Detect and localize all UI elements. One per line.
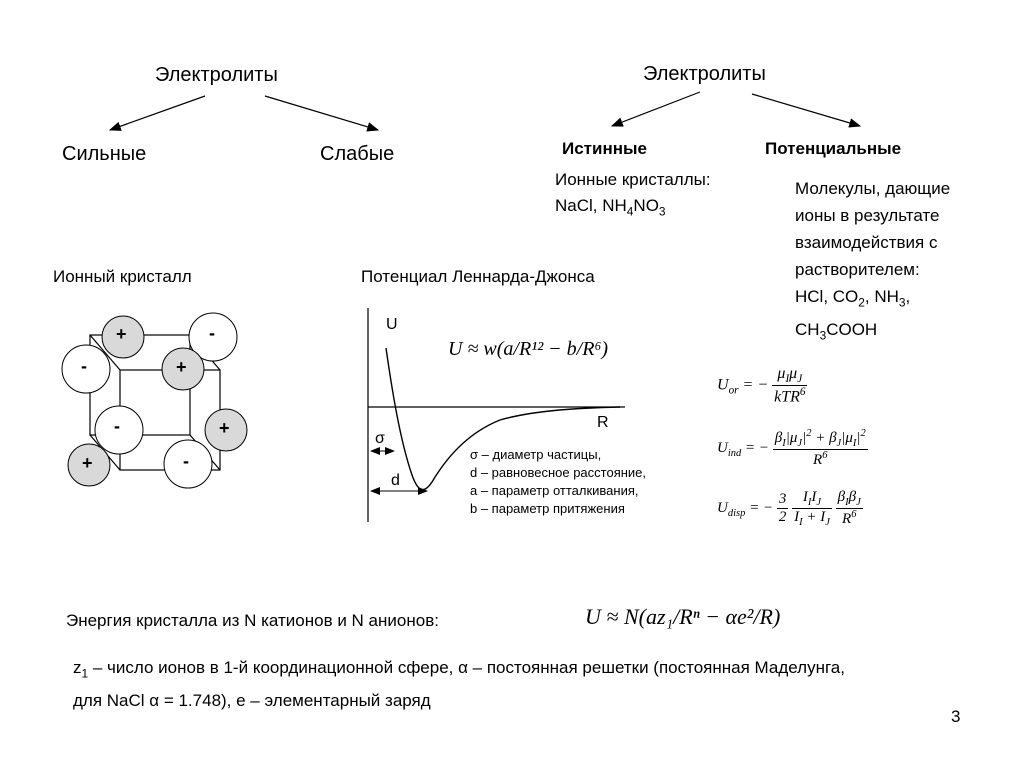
lj-title: Потенциал Леннарда-Джонса — [361, 267, 595, 286]
energy-desc — [73, 654, 845, 714]
ion-sign: + — [219, 418, 230, 438]
lj-legend-line: σ – диаметр частицы, — [470, 447, 602, 462]
ion-sign: - — [183, 451, 189, 471]
potential-desc-line: растворителем: — [795, 260, 920, 279]
true-desc-line2: NaCl, $NH_4NO_3$ — [555, 196, 666, 219]
lj-legend — [470, 446, 646, 518]
lj-d-label: d — [391, 472, 400, 489]
right-tree-potential: Потенциальные — [765, 139, 902, 158]
potential-desc-line: Молекулы, дающие — [795, 179, 951, 198]
crystal-title: Ионный кристалл — [53, 267, 192, 286]
potential-desc-formula2: $CH_3COOH$ — [795, 320, 878, 343]
ion-sign: + — [176, 357, 187, 377]
energy-label: Энергия кристалла из N катионов и N анионов: — [66, 611, 439, 630]
true-desc-line1: Ионные кристаллы: — [555, 170, 711, 189]
potential-desc-line: ионы в результате — [795, 206, 940, 225]
lj-legend-line: d – равновесное расстояние, — [470, 465, 647, 480]
formula-u-ind: $U_{ind}$ = − $\frac{\beta_I|\mu_J|^2 + \beta_J|\mu_I|^2}{R^6}$ — [717, 428, 866, 468]
lj-legend-line: b – параметр притяжения — [470, 501, 625, 516]
formula-u-or: $U_{or}$ = − $\frac{\mu_I\mu_J}{kTR^6}$ — [717, 365, 806, 406]
potential-desc-line: взаимодействия с — [795, 233, 938, 252]
potential-desc-formula1: HCl, $CO_2$, $NH_3$, — [795, 287, 911, 310]
page-number: 3 — [951, 707, 961, 726]
left-tree-strong: Сильные — [62, 143, 147, 165]
right-tree-true: Истинные — [562, 139, 647, 158]
energy-desc-line2: для NaCl α = 1.748), e – элементарный заряд — [73, 691, 431, 711]
ion-sign: + — [116, 324, 127, 344]
formula-u-disp: $U_{disp}$ = − $\frac{3}{2}$ $\frac{I_II_J}{I_I + I_J}$ $\frac{\beta_I\beta_J}{R^6}$ — [717, 489, 861, 528]
ion-sign: - — [209, 323, 215, 343]
lj-formula: U ≈ w(a/R¹² − b/R⁶) — [448, 338, 609, 360]
ion-sign: + — [82, 453, 93, 473]
ion-sign: - — [114, 416, 120, 436]
lj-legend-line: a – параметр отталкивания, — [470, 483, 639, 498]
left-tree-weak: Слабые — [320, 143, 395, 165]
energy-formula: U ≈ N(az₁/Rⁿ − αe²/R) — [585, 604, 781, 629]
lj-sigma-label: σ — [375, 430, 385, 447]
lj-u-label: U — [386, 316, 398, 333]
right-tree-root: Электролиты — [643, 63, 766, 85]
energy-desc-line1: $z_1$ – число ионов в 1-й координационной сфере, α – постоянная решетки (постоянная Маделунга, — [73, 658, 845, 681]
left-tree-root: Электролиты — [155, 64, 278, 86]
ion-sign: - — [81, 356, 87, 376]
lj-r-label: R — [597, 414, 609, 431]
